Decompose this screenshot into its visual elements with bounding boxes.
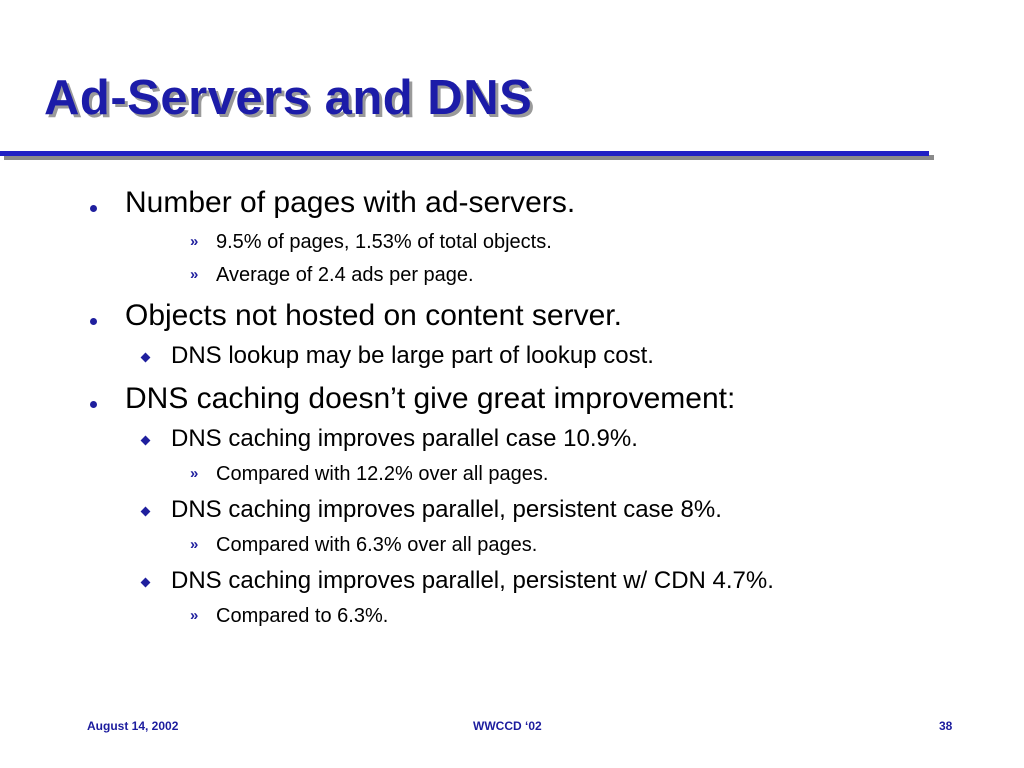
bullet-1-detail-1: 9.5% of pages, 1.53% of total objects. <box>216 231 552 253</box>
bullet-3-sub-3-detail: Compared to 6.3%. <box>216 605 389 627</box>
footer-event: WWCCD ‘02 <box>473 719 542 733</box>
bullet-1-detail-2: Average of 2.4 ads per page. <box>216 264 474 286</box>
bullet-3-sub-2: DNS caching improves parallel, persistent case 8%. <box>171 496 722 523</box>
title-rule <box>0 151 929 156</box>
bullet-3-text: DNS caching doesn’t give great improvement: <box>125 382 736 415</box>
bullet-3-sub-2-detail: Compared with 6.3% over all pages. <box>216 534 538 556</box>
bullet-3-sub-1-detail: Compared with 12.2% over all pages. <box>216 463 549 485</box>
diamond-bullet-icon <box>141 436 151 446</box>
footer-page-number: 38 <box>939 719 953 733</box>
bullet-2-sub-1: DNS lookup may be large part of lookup cost. <box>171 342 654 369</box>
diamond-bullet-icon <box>141 353 151 363</box>
bullet-1-text: Number of pages with ad-servers. <box>125 186 576 219</box>
raquo-icon: » <box>190 266 199 283</box>
bullet-3-sub-1: DNS caching improves parallel case 10.9%. <box>171 425 638 452</box>
bullet-3-sub-3: DNS caching improves parallel, persistent w/ CDN 4.7%. <box>171 567 774 594</box>
footer-date: August 14, 2002 <box>87 719 179 733</box>
raquo-icon: » <box>190 607 199 624</box>
diamond-bullet-icon <box>141 507 151 517</box>
bullet-dot-icon <box>90 401 97 408</box>
bullet-2-text: Objects not hosted on content server. <box>125 299 622 332</box>
raquo-icon: » <box>190 465 199 482</box>
raquo-icon: » <box>190 233 199 250</box>
raquo-icon: » <box>190 536 199 553</box>
bullet-dot-icon <box>90 318 97 325</box>
diamond-bullet-icon <box>141 578 151 588</box>
bullet-dot-icon <box>90 205 97 212</box>
slide-title: Ad-Servers and DNS <box>44 71 533 125</box>
